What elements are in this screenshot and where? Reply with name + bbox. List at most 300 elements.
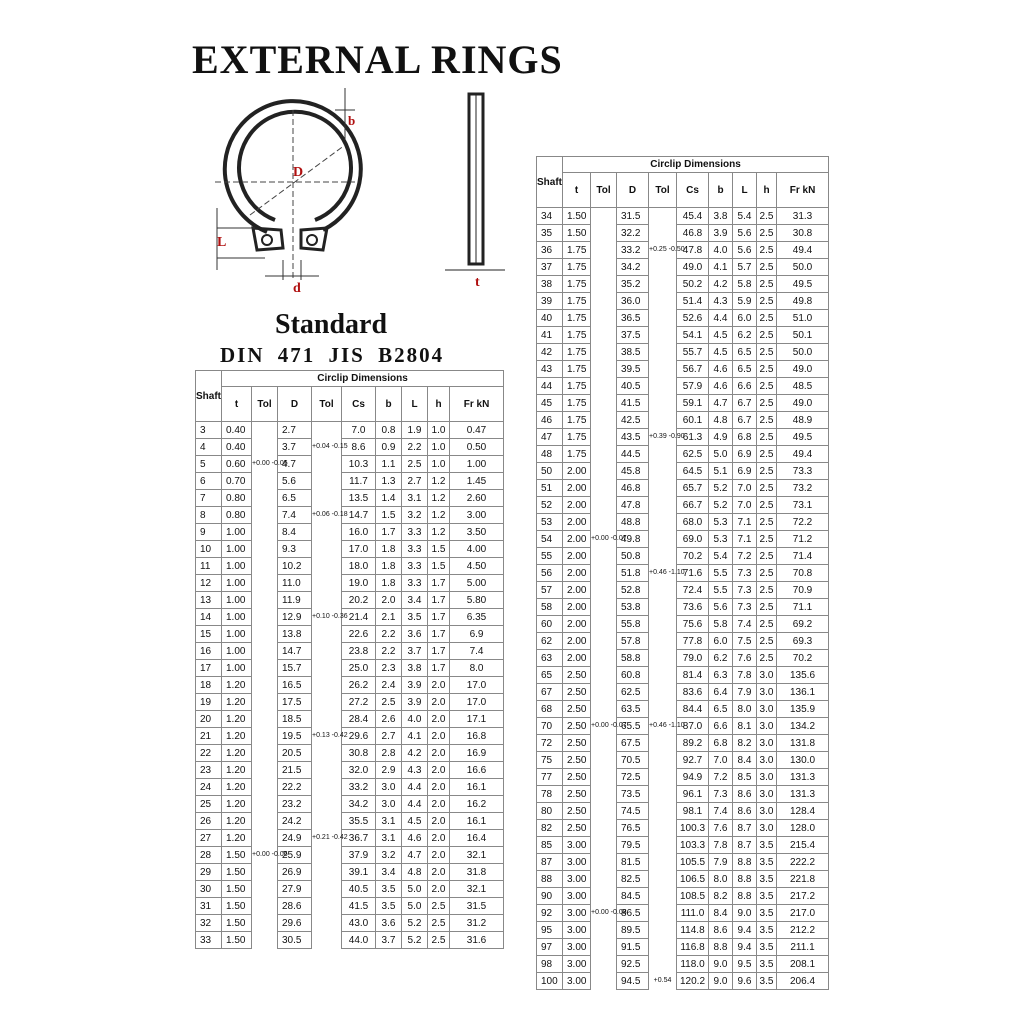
cell-L: 9.4	[733, 939, 757, 956]
cell-tol-D: +0.54	[649, 973, 677, 990]
cell-t: 1.00	[222, 626, 252, 643]
cell-tol-D	[312, 881, 342, 898]
cell-tol-D: +0.21 -0.42	[312, 830, 342, 847]
cell-cs: 79.0	[677, 650, 709, 667]
cell-tol-t	[252, 439, 278, 456]
cell-D: 67.5	[617, 735, 649, 752]
cell-h: 3.5	[757, 837, 777, 854]
cell-tol-D	[649, 854, 677, 871]
header-fr: Fr kN	[777, 173, 829, 208]
cell-b: 7.9	[709, 854, 733, 871]
cell-fr: 5.80	[450, 592, 504, 609]
cell-tol-D	[312, 711, 342, 728]
cell-tol-D: +0.10 -0.36	[312, 609, 342, 626]
cell-tol-D: +0.13 -0.42	[312, 728, 342, 745]
cell-t: 2.50	[563, 752, 591, 769]
cell-tol-t	[591, 344, 617, 361]
cell-h: 2.5	[757, 565, 777, 582]
table-row	[537, 327, 829, 344]
header-t: t	[222, 387, 252, 422]
cell-t: 2.00	[563, 582, 591, 599]
cell-shaft: 53	[537, 514, 563, 531]
cell-fr: 222.2	[777, 854, 829, 871]
cell-tol-D	[649, 548, 677, 565]
cell-b: 9.0	[709, 956, 733, 973]
cell-h: 2.5	[757, 395, 777, 412]
header-shaft: Shaft	[537, 157, 563, 208]
table-row	[537, 735, 829, 752]
cell-cs: 59.1	[677, 395, 709, 412]
cell-tol-t	[591, 684, 617, 701]
cell-fr: 7.4	[450, 643, 504, 660]
table-row	[537, 276, 829, 293]
cell-tol-t	[591, 514, 617, 531]
cell-tol-t	[252, 745, 278, 762]
table-row	[537, 565, 829, 582]
table-row	[196, 609, 504, 626]
table-row	[537, 973, 829, 990]
cell-t: 1.20	[222, 711, 252, 728]
cell-b: 3.2	[376, 847, 402, 864]
table-row	[196, 847, 504, 864]
cell-cs: 45.4	[677, 208, 709, 225]
cell-cs: 17.0	[342, 541, 376, 558]
cell-L: 3.6	[402, 626, 428, 643]
cell-shaft: 32	[196, 915, 222, 932]
cell-shaft: 39	[537, 293, 563, 310]
cell-tol-D	[312, 626, 342, 643]
cell-tol-t	[252, 473, 278, 490]
cell-h: 1.7	[428, 660, 450, 677]
cell-h: 3.5	[757, 854, 777, 871]
cell-tol-D	[312, 541, 342, 558]
cell-t: 1.00	[222, 660, 252, 677]
cell-h: 1.0	[428, 422, 450, 439]
cell-tol-D	[649, 701, 677, 718]
cell-shaft: 72	[537, 735, 563, 752]
cell-h: 2.0	[428, 813, 450, 830]
cell-tol-t	[252, 932, 278, 949]
cell-fr: 49.0	[777, 361, 829, 378]
cell-t: 2.00	[563, 497, 591, 514]
cell-shaft: 45	[537, 395, 563, 412]
cell-b: 7.3	[709, 786, 733, 803]
cell-L: 2.5	[402, 456, 428, 473]
cell-tol-t	[252, 609, 278, 626]
cell-t: 2.00	[563, 565, 591, 582]
cell-shaft: 25	[196, 796, 222, 813]
table-row	[537, 769, 829, 786]
table-row	[196, 881, 504, 898]
table-row	[196, 558, 504, 575]
cell-tol-t	[591, 480, 617, 497]
cell-h: 2.0	[428, 677, 450, 694]
cell-tol-t	[591, 820, 617, 837]
cell-b: 4.5	[709, 344, 733, 361]
cell-h: 2.5	[757, 531, 777, 548]
cell-tol-t	[591, 837, 617, 854]
cell-L: 3.4	[402, 592, 428, 609]
cell-cs: 103.3	[677, 837, 709, 854]
cell-D: 24.9	[278, 830, 312, 847]
cell-shaft: 95	[537, 922, 563, 939]
cell-tol-D	[649, 650, 677, 667]
cell-shaft: 18	[196, 677, 222, 694]
table-row	[537, 514, 829, 531]
table-row	[537, 905, 829, 922]
header-t: t	[563, 173, 591, 208]
cell-tol-D	[649, 361, 677, 378]
cell-tol-t	[591, 922, 617, 939]
ring-diagram	[205, 80, 525, 300]
table-row	[196, 779, 504, 796]
cell-b: 4.6	[709, 378, 733, 395]
cell-shaft: 60	[537, 616, 563, 633]
cell-cs: 54.1	[677, 327, 709, 344]
cell-L: 6.0	[733, 310, 757, 327]
cell-b: 1.4	[376, 490, 402, 507]
cell-h: 2.0	[428, 711, 450, 728]
cell-cs: 118.0	[677, 956, 709, 973]
cell-shaft: 52	[537, 497, 563, 514]
cell-L: 9.6	[733, 973, 757, 990]
cell-tol-t	[591, 327, 617, 344]
cell-t: 3.00	[563, 956, 591, 973]
cell-h: 2.0	[428, 847, 450, 864]
cell-b: 4.8	[709, 412, 733, 429]
cell-cs: 44.0	[342, 932, 376, 949]
cell-tol-t	[252, 711, 278, 728]
lug-hole-right	[307, 235, 317, 245]
cell-b: 4.9	[709, 429, 733, 446]
cell-L: 5.2	[402, 915, 428, 932]
cell-tol-t	[252, 881, 278, 898]
cell-tol-D	[312, 847, 342, 864]
cell-cs: 73.6	[677, 599, 709, 616]
cell-tol-D: +0.46 -1.10	[649, 565, 677, 582]
cell-D: 92.5	[617, 956, 649, 973]
cell-b: 3.4	[376, 864, 402, 881]
cell-fr: 128.0	[777, 820, 829, 837]
cell-b: 6.4	[709, 684, 733, 701]
cell-tol-D	[312, 524, 342, 541]
cell-shaft: 68	[537, 701, 563, 718]
cell-tol-D	[649, 786, 677, 803]
cell-fr: 32.1	[450, 881, 504, 898]
cell-tol-D	[312, 762, 342, 779]
cell-t: 0.80	[222, 507, 252, 524]
cell-shaft: 38	[537, 276, 563, 293]
cell-tol-D	[312, 898, 342, 915]
table-caption: Circlip Dimensions	[222, 371, 504, 387]
cell-t: 2.00	[563, 548, 591, 565]
cell-b: 5.5	[709, 565, 733, 582]
cell-t: 2.50	[563, 718, 591, 735]
cell-cs: 14.7	[342, 507, 376, 524]
cell-L: 7.3	[733, 599, 757, 616]
cell-b: 2.2	[376, 643, 402, 660]
cell-cs: 47.8	[677, 242, 709, 259]
cell-L: 6.9	[733, 446, 757, 463]
cell-L: 6.2	[733, 327, 757, 344]
cell-shaft: 80	[537, 803, 563, 820]
cell-L: 7.0	[733, 497, 757, 514]
cell-D: 11.0	[278, 575, 312, 592]
cell-L: 6.5	[733, 361, 757, 378]
cell-h: 2.0	[428, 779, 450, 796]
cell-cs: 66.7	[677, 497, 709, 514]
cell-b: 2.8	[376, 745, 402, 762]
cell-L: 8.8	[733, 871, 757, 888]
cell-D: 6.5	[278, 490, 312, 507]
circlip-table-right	[536, 156, 829, 990]
table-row	[537, 344, 829, 361]
cell-t: 1.00	[222, 575, 252, 592]
cell-h: 3.5	[757, 956, 777, 973]
header-D: D	[617, 173, 649, 208]
cell-t: 1.00	[222, 541, 252, 558]
cell-t: 1.50	[563, 208, 591, 225]
cell-shaft: 15	[196, 626, 222, 643]
cell-D: 14.7	[278, 643, 312, 660]
cell-cs: 105.5	[677, 854, 709, 871]
cell-D: 45.8	[617, 463, 649, 480]
cell-cs: 8.6	[342, 439, 376, 456]
cell-tol-t	[252, 592, 278, 609]
cell-h: 1.2	[428, 473, 450, 490]
cell-t: 1.75	[563, 378, 591, 395]
cell-D: 57.8	[617, 633, 649, 650]
cell-fr: 31.5	[450, 898, 504, 915]
cell-fr: 49.5	[777, 429, 829, 446]
cell-h: 2.5	[757, 259, 777, 276]
cell-fr: 16.9	[450, 745, 504, 762]
cell-tol-D	[312, 490, 342, 507]
cell-cs: 111.0	[677, 905, 709, 922]
cell-shaft: 11	[196, 558, 222, 575]
cell-t: 1.00	[222, 609, 252, 626]
cell-cs: 61.3	[677, 429, 709, 446]
cell-shaft: 67	[537, 684, 563, 701]
cell-fr: 70.2	[777, 650, 829, 667]
cell-L: 3.9	[402, 694, 428, 711]
cell-cs: 19.0	[342, 575, 376, 592]
cell-tol-D	[312, 779, 342, 796]
cell-tol-t	[591, 939, 617, 956]
cell-shaft: 33	[196, 932, 222, 949]
cell-shaft: 19	[196, 694, 222, 711]
cell-D: 62.5	[617, 684, 649, 701]
cell-b: 8.4	[709, 905, 733, 922]
cell-b: 6.2	[709, 650, 733, 667]
cell-h: 2.5	[757, 276, 777, 293]
cell-fr: 50.1	[777, 327, 829, 344]
cell-tol-t: +0.00 -0.07	[591, 531, 617, 548]
cell-L: 5.8	[733, 276, 757, 293]
cell-D: 39.5	[617, 361, 649, 378]
cell-t: 3.00	[563, 871, 591, 888]
cell-shaft: 70	[537, 718, 563, 735]
cell-fr: 0.47	[450, 422, 504, 439]
cell-fr: 212.2	[777, 922, 829, 939]
cell-L: 3.1	[402, 490, 428, 507]
header-b: b	[376, 387, 402, 422]
header-cs: Cs	[342, 387, 376, 422]
cell-fr: 1.00	[450, 456, 504, 473]
cell-b: 2.9	[376, 762, 402, 779]
cell-cs: 21.4	[342, 609, 376, 626]
cell-t: 0.70	[222, 473, 252, 490]
cell-cs: 98.1	[677, 803, 709, 820]
cell-D: 91.5	[617, 939, 649, 956]
cell-b: 6.0	[709, 633, 733, 650]
cell-tol-t	[591, 259, 617, 276]
table-row	[196, 524, 504, 541]
cell-cs: 18.0	[342, 558, 376, 575]
cell-tol-D	[649, 599, 677, 616]
cell-D: 27.9	[278, 881, 312, 898]
cell-tol-D	[649, 616, 677, 633]
cell-b: 4.5	[709, 327, 733, 344]
cell-shaft: 29	[196, 864, 222, 881]
cell-L: 7.4	[733, 616, 757, 633]
cell-D: 8.4	[278, 524, 312, 541]
cell-h: 2.0	[428, 762, 450, 779]
cell-t: 1.50	[222, 932, 252, 949]
cell-shaft: 90	[537, 888, 563, 905]
cell-L: 5.4	[733, 208, 757, 225]
cell-shaft: 36	[537, 242, 563, 259]
cell-t: 0.80	[222, 490, 252, 507]
cell-cs: 81.4	[677, 667, 709, 684]
cell-cs: 55.7	[677, 344, 709, 361]
cell-shaft: 62	[537, 633, 563, 650]
circlip-table-left	[195, 370, 504, 949]
header-fr: Fr kN	[450, 387, 504, 422]
cell-shaft: 50	[537, 463, 563, 480]
table-row	[196, 830, 504, 847]
cell-tol-D: +0.46 -1.10	[649, 718, 677, 735]
cell-shaft: 41	[537, 327, 563, 344]
table-row	[196, 694, 504, 711]
cell-L: 8.5	[733, 769, 757, 786]
cell-cs: 30.8	[342, 745, 376, 762]
cell-fr: 72.2	[777, 514, 829, 531]
cell-t: 1.20	[222, 830, 252, 847]
table-row	[196, 660, 504, 677]
cell-shaft: 26	[196, 813, 222, 830]
cell-L: 9.0	[733, 905, 757, 922]
cell-b: 5.1	[709, 463, 733, 480]
cell-L: 8.8	[733, 854, 757, 871]
cell-fr: 17.0	[450, 677, 504, 694]
cell-tol-D	[312, 422, 342, 439]
cell-t: 2.00	[563, 514, 591, 531]
cell-tol-D	[312, 864, 342, 881]
cell-h: 2.5	[757, 378, 777, 395]
cell-L: 4.4	[402, 779, 428, 796]
cell-h: 2.5	[757, 412, 777, 429]
cell-cs: 65.7	[677, 480, 709, 497]
cell-t: 1.75	[563, 259, 591, 276]
cell-cs: 13.5	[342, 490, 376, 507]
cell-cs: 51.4	[677, 293, 709, 310]
cell-b: 3.0	[376, 796, 402, 813]
cell-D: 17.5	[278, 694, 312, 711]
cell-tol-D	[649, 871, 677, 888]
cell-D: 82.5	[617, 871, 649, 888]
cell-shaft: 23	[196, 762, 222, 779]
cell-b: 8.8	[709, 939, 733, 956]
cell-shaft: 10	[196, 541, 222, 558]
table-row	[537, 446, 829, 463]
cell-h: 1.7	[428, 626, 450, 643]
cell-D: 11.9	[278, 592, 312, 609]
cell-cs: 34.2	[342, 796, 376, 813]
cell-D: 55.8	[617, 616, 649, 633]
cell-cs: 87.0	[677, 718, 709, 735]
table-row	[537, 395, 829, 412]
cell-tol-D	[312, 932, 342, 949]
cell-cs: 57.9	[677, 378, 709, 395]
cell-tol-D	[649, 667, 677, 684]
cell-tol-t	[252, 626, 278, 643]
cell-shaft: 78	[537, 786, 563, 803]
cell-cs: 62.5	[677, 446, 709, 463]
cell-b: 4.2	[709, 276, 733, 293]
cell-tol-t	[591, 361, 617, 378]
cell-tol-t: +0.00 -0.05	[252, 456, 278, 473]
cell-t: 2.50	[563, 701, 591, 718]
cell-shaft: 85	[537, 837, 563, 854]
table-caption: Circlip Dimensions	[563, 157, 829, 173]
cell-shaft: 46	[537, 412, 563, 429]
cell-L: 5.0	[402, 881, 428, 898]
cell-tol-t	[252, 898, 278, 915]
cell-fr: 32.1	[450, 847, 504, 864]
cell-t: 1.75	[563, 429, 591, 446]
table-row	[196, 507, 504, 524]
cell-b: 5.0	[709, 446, 733, 463]
cell-b: 9.0	[709, 973, 733, 990]
cell-tol-D	[649, 820, 677, 837]
cell-cs: 106.5	[677, 871, 709, 888]
cell-fr: 17.1	[450, 711, 504, 728]
label-b: b	[348, 113, 356, 128]
cell-tol-D	[649, 446, 677, 463]
cell-D: 94.5	[617, 973, 649, 990]
table-row	[537, 310, 829, 327]
cell-cs: 72.4	[677, 582, 709, 599]
cell-cs: 25.0	[342, 660, 376, 677]
cell-shaft: 21	[196, 728, 222, 745]
cell-h: 3.0	[757, 701, 777, 718]
cell-shaft: 63	[537, 650, 563, 667]
standard-heading: Standard	[275, 309, 388, 340]
cell-shaft: 5	[196, 456, 222, 473]
cell-D: 21.5	[278, 762, 312, 779]
cell-shaft: 65	[537, 667, 563, 684]
table-row	[196, 575, 504, 592]
cell-cs: 69.0	[677, 531, 709, 548]
cell-L: 6.7	[733, 412, 757, 429]
cell-h: 2.5	[757, 225, 777, 242]
cell-D: 3.7	[278, 439, 312, 456]
header-tol: Tol	[649, 173, 677, 208]
cell-D: 72.5	[617, 769, 649, 786]
cell-b: 3.0	[376, 779, 402, 796]
cell-fr: 71.2	[777, 531, 829, 548]
